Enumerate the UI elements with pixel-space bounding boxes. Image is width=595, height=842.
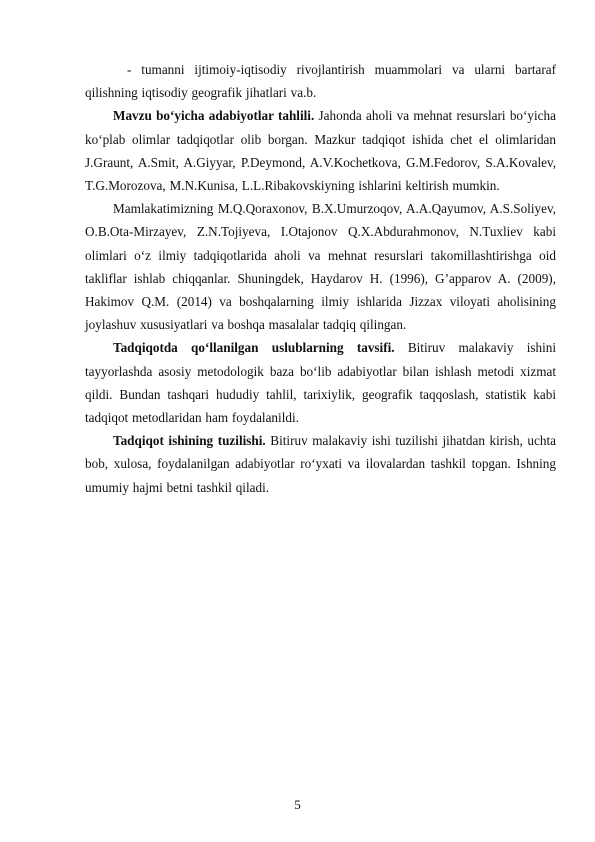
paragraph-literature-review [85,104,556,197]
heading-methods: Tadqiqotda qo‘llanilgan uslublarning tavsifi. [113,340,395,356]
page-number: 5 [294,797,301,812]
paragraph-structure [85,429,556,499]
paragraph-structure-text: Bitiruv malakaviy ishi tuzilishi jihatdan kirish, uchta bob, xulosa, foydalanilgan adabiyotlar ro‘yxati va ilovalardan tashkil topgan. Ishning umumiy hajmi betni tashkil qiladi. [85,433,556,495]
paragraph-intro [85,58,556,104]
paragraph-methods-text: Bitiruv malakaviy ishini tayyorlashda asosiy metodologik baza bo‘lib adabiyotlar bilan ishlash metodi xizmat qildi. Bundan tashqari hududiy tahlil, tarixiylik, geografik taqqoslash, statistik kabi tadqiqot metodlaridan ham foydalanildi. [85,340,557,426]
heading-structure: Tadqiqot ishining tuzilishi. [113,433,266,449]
paragraph-local-scholars [85,197,556,336]
paragraph-intro-text: - tumanni ijtimoiy-iqtisodiy rivojlantirish muammolari va ularni bartaraf qilishning iqtisodiy geografik jihatlari va.b. [85,62,556,101]
heading-literature-review: Mavzu bo‘yicha adabiyotlar tahlili. [113,108,315,124]
text-body [85,58,556,499]
paragraph-local-scholars-text: Mamlakatimizning M.Q.Qoraxonov, B.X.Umurzoqov, A.A.Qayumov, A.S.Soliyev, O.B.Ota-Mirzayev, Z.N.Tojiyeva, I.Otajonov Q.X.Abdurahmonov, N.Tuxliev kabi olimlari o‘z ilmiy tadqiqotlarida aholi va mehnat resurslari takomillashtirishga oid takliflar ishlab chiqqanlar. Shuningdek, Haydarov H. (1996), G’apparov A. (2009), Hakimov Q.M. (2014) va boshqalarning ilmiy ishlarida Jizzax viloyati aholisining joylashuv xususiyatlari va boshqa masalalar tadqiq qilingan. [85,201,556,333]
paragraph-literature-review-text: Jahonda aholi va mehnat resurslari bo‘yicha ko‘plab olimlar tadqiqotlar olib borgan. Mazkur tadqiqot ishida chet el olimlaridan J.Graunt, A.Smit, A.Giyyar, P.Deymond, A.V.Kochetkova, G.M.Fedorov, S.A.Kovalev, T.G.Morozova, M.N.Kunisa, L.L.Ribakovskiyning ishlarini keltirish mumkin. [85,108,556,194]
paragraph-methods [85,336,556,429]
